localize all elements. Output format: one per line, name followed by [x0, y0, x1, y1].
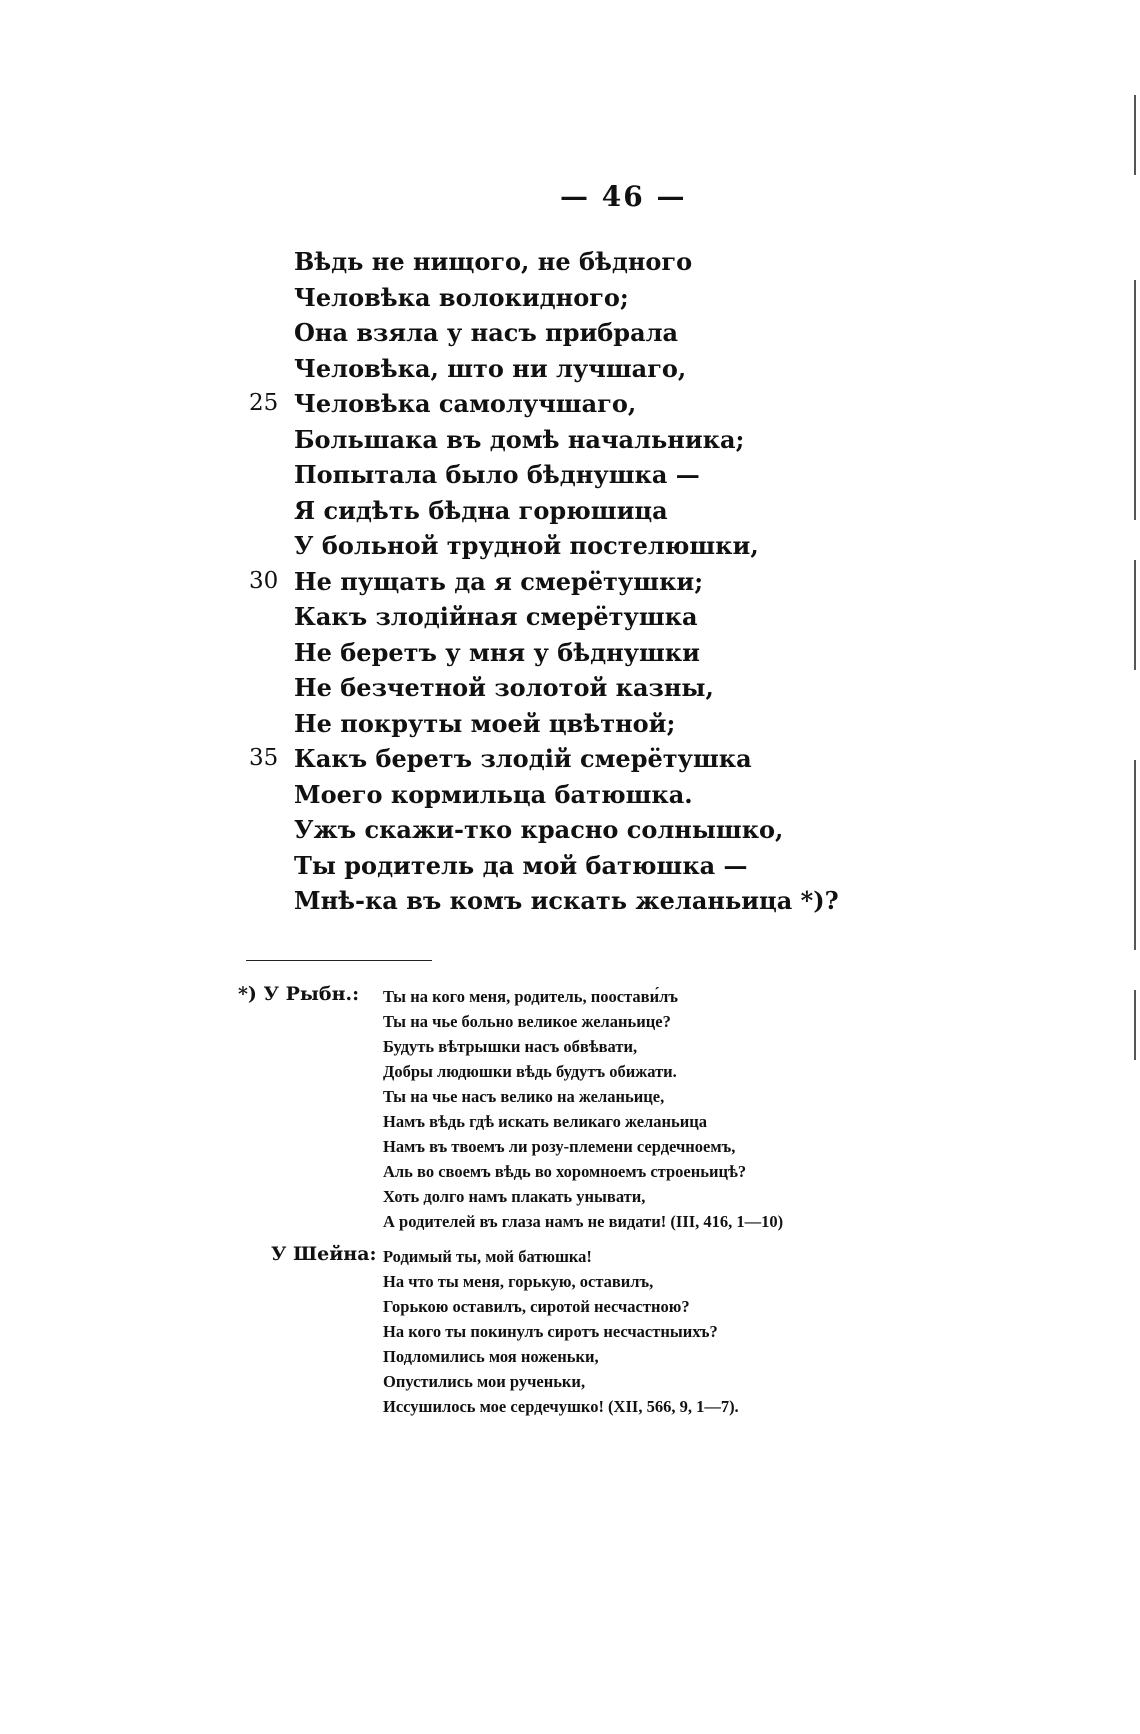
footnote-line: Аль во своемъ вѣдь во хоромноемъ строеньицѣ? [383, 1162, 747, 1181]
scan-edge-mark [1134, 560, 1136, 670]
line-text: Какъ злодійная смерётушка [294, 602, 698, 631]
scan-edge-mark [1134, 95, 1136, 175]
footnote-lines [383, 984, 783, 1234]
line-text: Не покруты моей цвѣтной; [294, 708, 676, 738]
footnote-line: Ты на кого меня, родитель, поостави́лъ [383, 987, 678, 1006]
footnote-label: У Шейна: [271, 1243, 377, 1265]
footnote-lines [383, 1244, 739, 1419]
poem-line [250, 599, 850, 635]
line-text: У больной трудной постелюшки, [294, 531, 759, 560]
footnote-line: Ты на чье больно великое желаньице? [383, 1012, 671, 1031]
poem-line [250, 777, 850, 813]
line-text: Ты родитель да мой батюшка — [294, 850, 748, 880]
poem-line [250, 848, 850, 884]
poem-line [250, 706, 850, 742]
line-text: Человѣка самолучшаго, [294, 389, 637, 418]
scan-edge-mark [1134, 990, 1136, 1060]
footnote-line: Будуть вѣтрышки насъ обвѣвати, [383, 1037, 638, 1056]
line-text: Вѣдь не нищого, не бѣдного [294, 247, 693, 276]
line-text: Не безчетной золотой казны, [294, 673, 714, 702]
poem-line [250, 564, 850, 600]
line-number: 35 [249, 745, 279, 771]
footnote-line: А родителей въ глаза намъ не видати! (III, 416, 1—10) [383, 1212, 784, 1231]
poem-line [250, 457, 850, 493]
footnote-line: Намъ въ твоемъ ли розу-племени сердечноемъ, [383, 1137, 736, 1156]
footnote-label: *) У Рыбн.: [238, 983, 360, 1005]
line-text: Она взяла у насъ прибрала [294, 318, 679, 347]
scan-edge-mark [1134, 760, 1136, 950]
line-text: Человѣка, што ни лучшаго, [294, 353, 687, 383]
line-text: Не беретъ у мня у бѣднушки [294, 637, 700, 667]
footnote-line: Горькою оставилъ, сиротой несчастною? [383, 1297, 690, 1316]
page-number: — 46 — [560, 180, 687, 213]
poem [250, 244, 850, 919]
line-text: Человѣка волокидного; [294, 282, 629, 312]
footnote-line: Иссушилось мое сердечушко! (XII, 566, 9, 1—7). [383, 1397, 739, 1416]
poem-line [250, 741, 850, 777]
poem-line [250, 528, 850, 564]
footnote-line: Родимый ты, мой батюшка! [383, 1247, 592, 1266]
footnote-line: На что ты меня, горькую, оставилъ, [383, 1272, 654, 1291]
line-text: Ужъ скажи-тко красно солнышко, [294, 815, 784, 844]
footnote-line: На кого ты покинулъ сиротъ несчастныихъ? [383, 1322, 718, 1341]
poem-line [250, 670, 850, 706]
poem-line [250, 280, 850, 316]
poem-line [250, 493, 850, 529]
scan-edge-mark [1134, 280, 1136, 520]
line-number: 30 [249, 567, 279, 594]
footnote-line: Добры людюшки вѣдь будутъ обижати. [383, 1062, 677, 1081]
footnote-line: Опустились мои рученьки, [383, 1372, 586, 1391]
poem-line [250, 812, 850, 848]
line-text: Моего кормильца батюшка. [294, 779, 693, 809]
line-text: Попытала было бѣднушка — [294, 460, 700, 489]
poem-line [250, 315, 850, 351]
poem-line [250, 422, 850, 458]
line-text: Мнѣ-ка въ комъ искать желаньица *)? [294, 886, 839, 915]
poem-line [250, 883, 850, 919]
poem-line [250, 351, 850, 387]
footnote-line: Хоть долго намъ плакать унывати, [383, 1187, 646, 1206]
line-number: 25 [249, 390, 279, 416]
poem-line [250, 386, 850, 422]
footnote-line: Ты на чье насъ велико на желаньице, [383, 1087, 665, 1106]
footnote-divider [246, 960, 432, 961]
line-text: Я сидѣть бѣдна горюшица [294, 495, 668, 525]
poem-line [250, 244, 850, 280]
footnote-line: Намъ вѣдь гдѣ искать великаго желаньица [383, 1112, 708, 1131]
line-text: Какъ беретъ злодій смерётушка [294, 744, 752, 773]
line-text: Большака въ домѣ начальника; [294, 424, 745, 454]
footnote-line: Подломились моя ноженьки, [383, 1347, 599, 1366]
poem-line [250, 635, 850, 671]
line-text: Не пущать да я смерётушки; [294, 566, 704, 596]
